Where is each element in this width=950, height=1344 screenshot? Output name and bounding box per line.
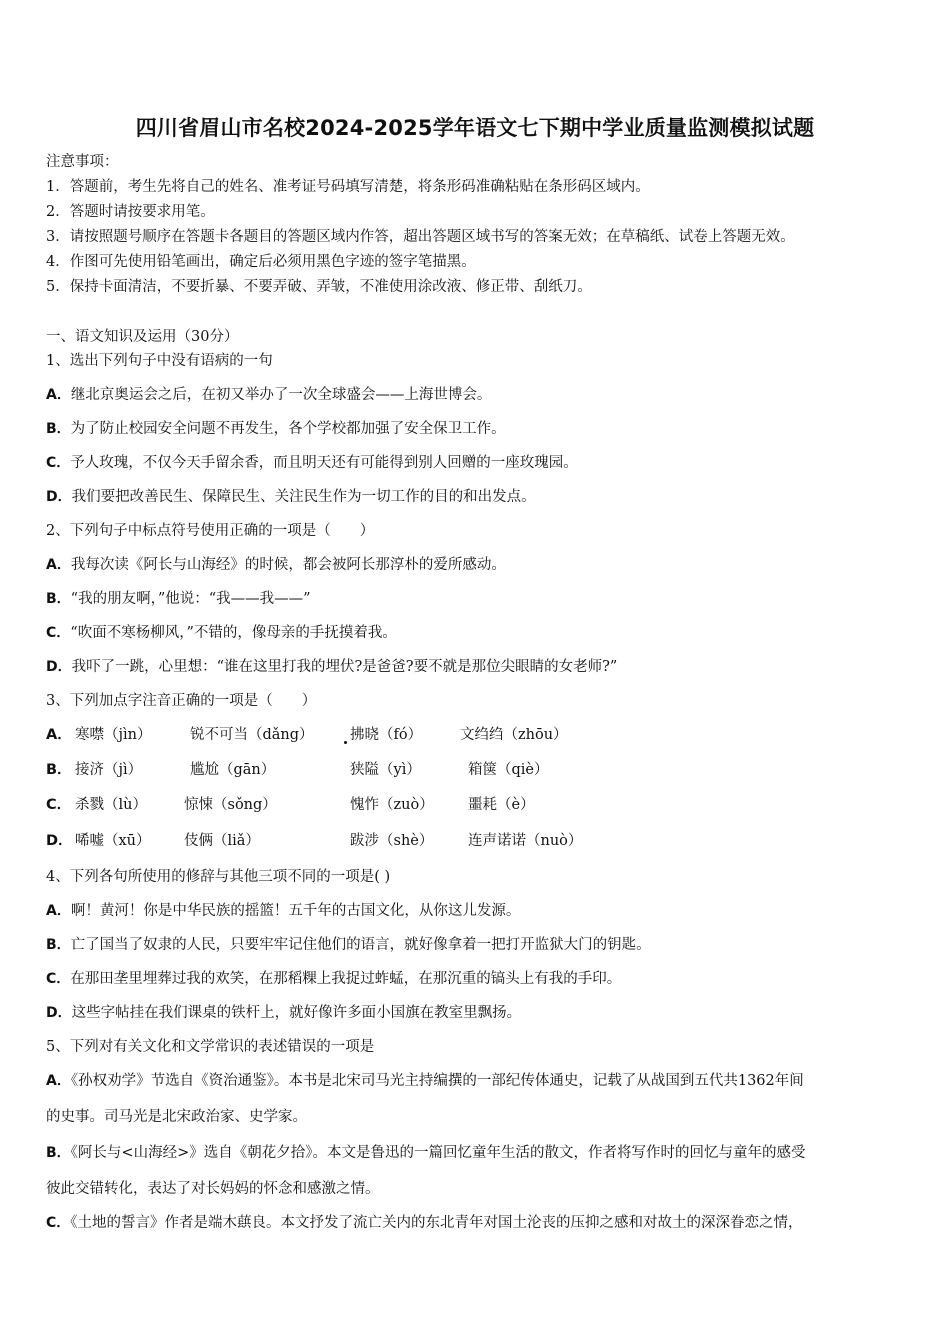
notice-item: 5．保持卡面清洁，不要折暴、不要弄破、弄皱，不准使用涂改液、修正带、刮纸刀。 [46,279,592,295]
option-label: A． [46,557,71,573]
option-continuation: 彼此交错转化，表达了对长妈妈的怀念和感激之情。 [46,1181,380,1197]
option-label: A． [46,387,71,403]
pinyin-item: 噩耗（è） [468,797,535,813]
notice-item: 1．答题前，考生先将自己的姓名、准考证号码填写清楚，将条形码准确粘贴在条形码区域内。 [46,179,650,195]
option [46,1143,805,1163]
option-text: 啊！黄河！你是中华民族的摇篮！五千年的古国文化，从你这儿发源。 [70,903,521,919]
option [46,453,578,473]
option-label: D． [46,833,73,849]
question-stem: 3、下列加点字注音正确的一项是（ ） [46,693,317,709]
option-label: B． [46,421,71,437]
option-label: B． [46,591,71,607]
pinyin-item: 锐不可当（dǎng） [190,727,314,743]
option [46,385,491,405]
option [46,1003,521,1023]
option [46,657,617,677]
option-text: 为了防止校园安全问题不再发生，各个学校都加强了安全保卫工作。 [70,421,506,437]
option-text: 《土地的誓言》作者是端木蕻良。本文抒发了流亡关内的东北青年对国土沦丧的压抑之感和对故土的深深眷恋之情， [70,1215,803,1231]
pinyin-item: 跋涉（shè） [350,833,434,849]
option-label: C． [46,455,71,471]
option-text: 亡了国当了奴隶的人民，只要牢牢记住他们的语言，就好像拿着一把打开监狱大门的钥匙。 [70,937,651,953]
option [46,555,506,575]
option-text: 我每次读《阿长与山海经》的时候，都会被阿长那淳朴的爱所感动。 [70,557,506,573]
option-text: “吹面不寒杨柳风，”不错的，像母亲的手抚摸着我。 [70,625,397,641]
option [46,487,536,507]
option [46,589,311,609]
option-text: “我的朋友啊，”他说：“我——我——” [70,591,311,607]
pinyin-item: 尴尬（gān） [190,762,276,778]
option-text: 《孙权劝学》节选自《资治通鉴》。本书是北宋司马光主持编撰的一部纪传体通史，记载了从战国到五代共1362年间 [70,1073,804,1089]
pinyin-item: 接济（jì） [75,762,143,778]
pinyin-item: 杀戮（lù） [75,797,147,813]
pinyin-item: 狭隘（yì） [350,762,421,778]
option-text: 我吓了一跳，心里想：“谁在这里打我的埋伏?是爸爸?要不就是那位尖眼睛的女老师?” [71,659,618,675]
option-continuation: 的史事。司马光是北宋政治家、史学家。 [46,1109,307,1125]
option-text: 在那田垄里埋葬过我的欢笑，在那稻粿上我捉过蚱蜢，在那沉重的镐头上有我的手印。 [70,971,622,987]
pinyin-item: 伎俩（liǎ） [184,833,260,849]
question-stem: 1、选出下列句子中没有语病的一句 [46,353,273,369]
option [46,969,621,989]
option-text: 继北京奥运会之后，在初又举办了一次全球盛会——上海世博会。 [70,387,492,403]
option-label: C． [46,625,71,641]
question-stem: 4、下列各句所使用的修辞与其他三项不同的一项是( ) [46,869,391,885]
question-stem: 5、下列对有关文化和文学常识的表述错误的一项是 [46,1039,375,1055]
option [46,419,506,439]
option [46,1213,803,1233]
notice-item: 4．作图可先使用铅笔画出，确定后必须用黑色字迹的签字笔描黑。 [46,254,476,270]
notice-item: 3．请按照题号顺序在答题卡各题目的答题区域内作答，超出答题区域书写的答案无效；在草稿纸、试卷上答题无效。 [46,229,795,245]
option-label: C． [46,1215,71,1231]
section-heading: 一、语文知识及运用（30分） [46,329,239,345]
option [46,901,520,921]
option-label: D． [46,659,72,675]
pinyin-item: 寒噤（jìn） [75,727,152,743]
question-stem: 2、下列句子中标点符号使用正确的一项是（ ） [46,523,375,539]
notice-header: 注意事项： [46,154,119,170]
option-label: A． [46,1073,71,1089]
option-label: C． [46,797,72,813]
notice-item: 2．答题时请按要求用笔。 [46,204,215,220]
pinyin-item: 文绉绉（zhōu） [460,727,568,743]
pinyin-item: 拂晓（fó） [350,727,423,743]
option-label: D． [46,1005,72,1021]
option [46,1071,804,1091]
page-title: 四川省眉山市名校2024-2025学年语文七下期中学业质量监测模拟试题 [135,116,815,140]
option-label: B． [46,762,72,778]
pinyin-item: 箱箧（qiè） [468,762,549,778]
option-label: A． [46,903,71,919]
pinyin-item: 连声诺诺（nuò） [468,833,583,849]
option-label: B． [46,1145,71,1161]
option-text: 我们要把改善民生、保障民生、关注民生作为一切工作的目的和出发点。 [71,489,536,505]
option-text: 予人玫瑰，不仅今天手留余香，而且明天还有可能得到别人回赠的一座玫瑰园。 [70,455,578,471]
pinyin-item: 唏嘘（xū） [75,833,151,849]
pinyin-item: 惊悚（sǒng） [184,797,277,813]
option-text: 《阿长与<山海经>》选自《朝花夕拾》。本文是鲁迅的一篇回忆童年生活的散文，作者将写作时的回忆与童年的感受 [70,1145,806,1161]
pinyin-item: 愧怍（zuò） [350,797,434,813]
option-label: A． [46,727,72,743]
option-label: C． [46,971,71,987]
option-text: 这些字帖挂在我们课桌的铁杆上，就好像许多面小国旗在教室里飘扬。 [71,1005,522,1021]
emphasis-dot [344,741,347,744]
option-label: D． [46,489,72,505]
option-label: B． [46,937,71,953]
option [46,935,651,955]
option [46,623,397,643]
